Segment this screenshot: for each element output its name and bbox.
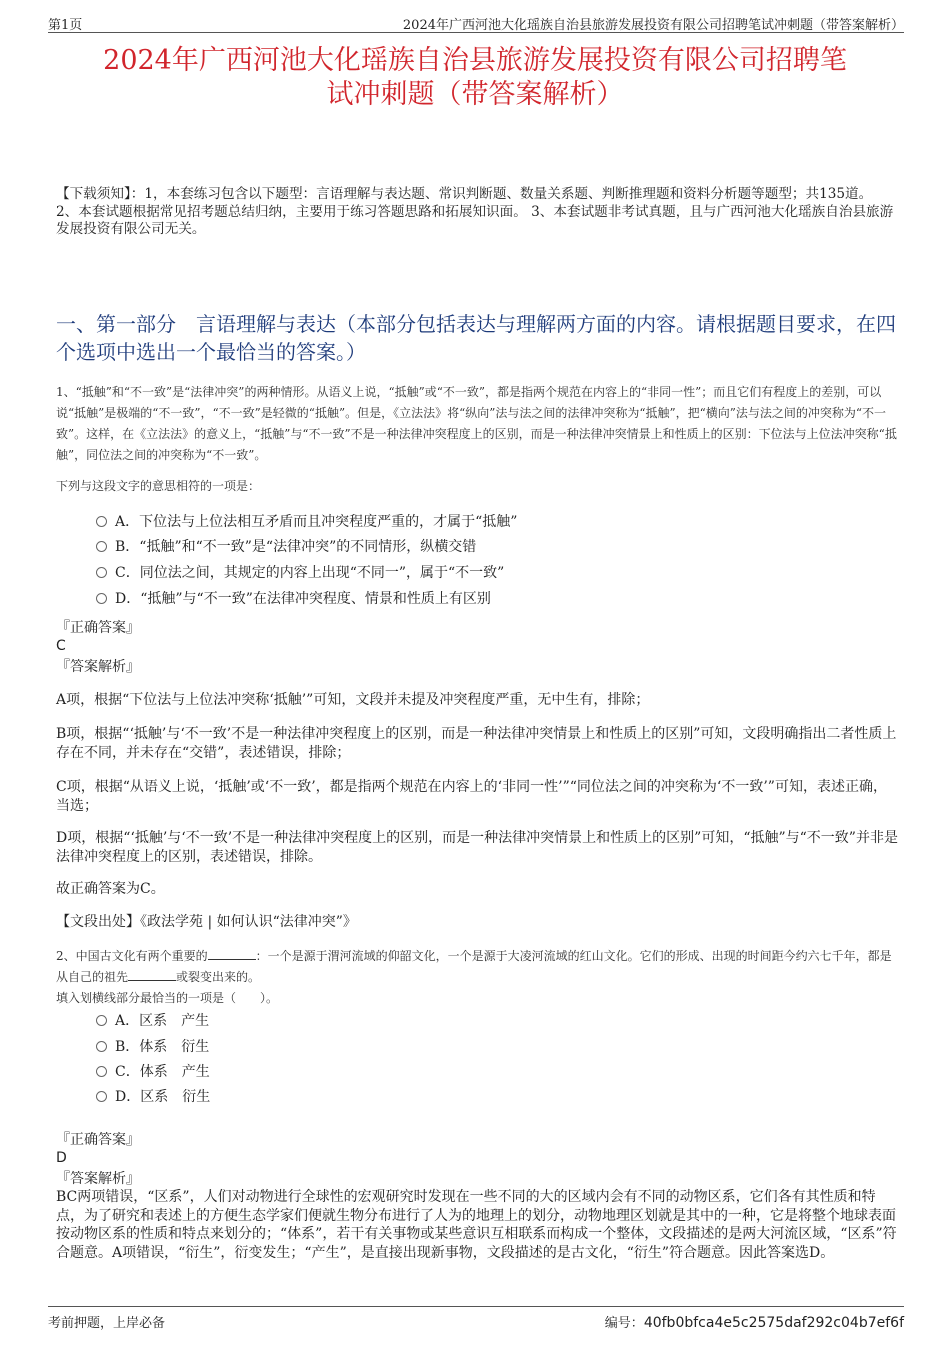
q1-analysis-label: 『答案解析』 [56,659,140,675]
q1-analysis-b: B项，根据“‘抵触’与‘不一致’不是一种法律冲突程度上的区别，而是一种法律冲突情景上和性质上的区别”可知，文段明确指出二者性质上存在不同，并未存在“交错”，表述错误，排除； [56,726,897,761]
title-line-2: 试冲刺题（带答案解析） [326,79,624,110]
q1-option-a[interactable]: A．下位法与上位法相互矛盾而且冲突程度严重的，才属于“抵触” [96,512,517,532]
blank-2 [128,980,176,981]
q2-option-b[interactable]: B．体系 衍生 [96,1037,209,1057]
q2-answer-label: 『正确答案』 [56,1132,140,1148]
q1-option-c[interactable]: C．同位法之间，其规定的内容上出现“不同一”，属于“不一致” [96,563,504,583]
q1-stem: 1、“抵触”和“不一致”是“法律冲突”的两种情形。从语义上说，“抵触”或“不一致”，都是指两个规范在内容上的“非同一性”；而且它们有程度上的差别，可以说“抵触”是极端的“不一致”，“不一致”是轻微的“抵触”。但是，《立法法》将“纵向”法与法之间的法律冲突称为“抵触”，把“横向”法与法之间的冲突称为“不一致”。这样，在《立法法》的意义上，“抵触”与“不一致”不是一种法律冲突程度上的区别，而是一种法律冲突情景上和性质上的区别：下位法与上位法冲突称“抵触”，同位法之间的冲突称为“不一致”。 [56,385,897,462]
radio-icon[interactable] [96,1015,107,1026]
document-title [40,44,910,112]
radio-icon[interactable] [96,1091,107,1102]
section-heading: 一、第一部分 言语理解与表达（本部分包括表达与理解两方面的内容。请根据题目要求，在四个选项中选出一个最恰当的答案。） [56,312,896,364]
page-header [48,12,904,33]
q1-source: 【文段出处】《政法学苑 | 如何认识“法律冲突”》 [56,914,357,930]
radio-icon[interactable] [96,567,107,578]
q1-answer-label: 『正确答案』 [56,620,140,636]
footer-code: 编号：40fb0bfca4e5c2575daf292c04b7ef6f [604,1315,904,1331]
q1-option-b[interactable]: B．“抵触”和“不一致”是“法律冲突”的不同情形，纵横交错 [96,537,476,557]
radio-icon[interactable] [96,1041,107,1052]
q1-option-d[interactable]: D．“抵触”与“不一致”在法律冲突程度、情景和性质上有区别 [96,589,491,609]
q1-analysis-a: A项，根据“下位法与上位法冲突称‘抵触’”可知，文段并未提及冲突程度严重，无中生有，排除； [56,692,650,708]
radio-icon[interactable] [96,541,107,552]
q1-answer: C [56,638,66,654]
page-number: 第1页 [48,18,83,33]
radio-icon[interactable] [96,516,107,527]
q2-answer: D [56,1150,67,1166]
q1-analysis-d: D项，根据“‘抵触’与‘不一致’不是一种法律冲突程度上的区别，而是一种法律冲突情景上和性质上的区别”可知，“抵触”与“不一致”并非是法律冲突程度上的区别，表述错误，排除。 [56,830,898,865]
q2-stem: 2、中国古文化有两个重要的 ：一个是源于渭河流域的仰韶文化，一个是源于大凌河流域的红山文化。它们的形成、出现的时间距今约六七千年，都是从自己的祖先 或裂变出来的。 [56,949,892,984]
page-footer [48,1306,904,1329]
blank-1 [208,959,256,960]
q2-option-d[interactable]: D．区系 衍生 [96,1087,210,1107]
footer-slogan: 考前押题，上岸必备 [48,1316,166,1331]
q2-prompt: 填入划横线部分最恰当的一项是（ ）。 [56,991,279,1005]
q1-prompt: 下列与这段文字的意思相符的一项是： [56,479,261,493]
download-notice: 【下载须知】：1，本套练习包含以下题型：言语理解与表达题、常识判断题、数量关系题、判断推理题和资料分析题等题型；共135道。 2、本套试题根据常见招考题总结归纳，主要用于练习答题思路和拓展知识面。 3、本套试题非考试真题，且与广西河池大化瑶族自治县旅游发展投资有限公司无关。 [56,186,894,237]
title-line-1: 2024年广西河池大化瑶族自治县旅游发展投资有限公司招聘笔 [103,45,847,76]
q2-analysis: BC两项错误，“区系”，人们对动物进行全球性的宏观研究时发现在一些不同的大的区域内会有不同的动物区系，它们各有其性质和特点，为了研究和表述上的方便生态学家们便就生物分布进行了人为的地理上的划分，动物地理区划就是其中的一种，它是将整个地球表面按动物区系的性质和特点来划分的；“体系”，若干有关事物或某些意识互相联系而构成一个整体，文段描述的是两大河流区域，“区系”符合题意。A项错误，“衍生”，衍变发生；“产生”，是直接出现新事物，文段描述的是古文化，“衍生”符合题意。因此答案选D。 [56,1189,897,1261]
q1-conclusion: 故正确答案为C。 [56,881,165,897]
radio-icon[interactable] [96,1066,107,1077]
radio-icon[interactable] [96,593,107,604]
header-doc-title: 2024年广西河池大化瑶族自治县旅游发展投资有限公司招聘笔试冲刺题（带答案解析） [402,18,904,33]
q2-option-c[interactable]: C．体系 产生 [96,1062,210,1082]
q1-analysis-c: C项，根据“从语义上说，‘抵触’或‘不一致’，都是指两个规范在内容上的‘非同一性’”“同位法之间的冲突称为‘不一致’”可知，表述正确，当选； [56,779,887,814]
q2-option-a[interactable]: A．区系 产生 [96,1011,209,1031]
q2-analysis-label: 『答案解析』 [56,1171,140,1187]
